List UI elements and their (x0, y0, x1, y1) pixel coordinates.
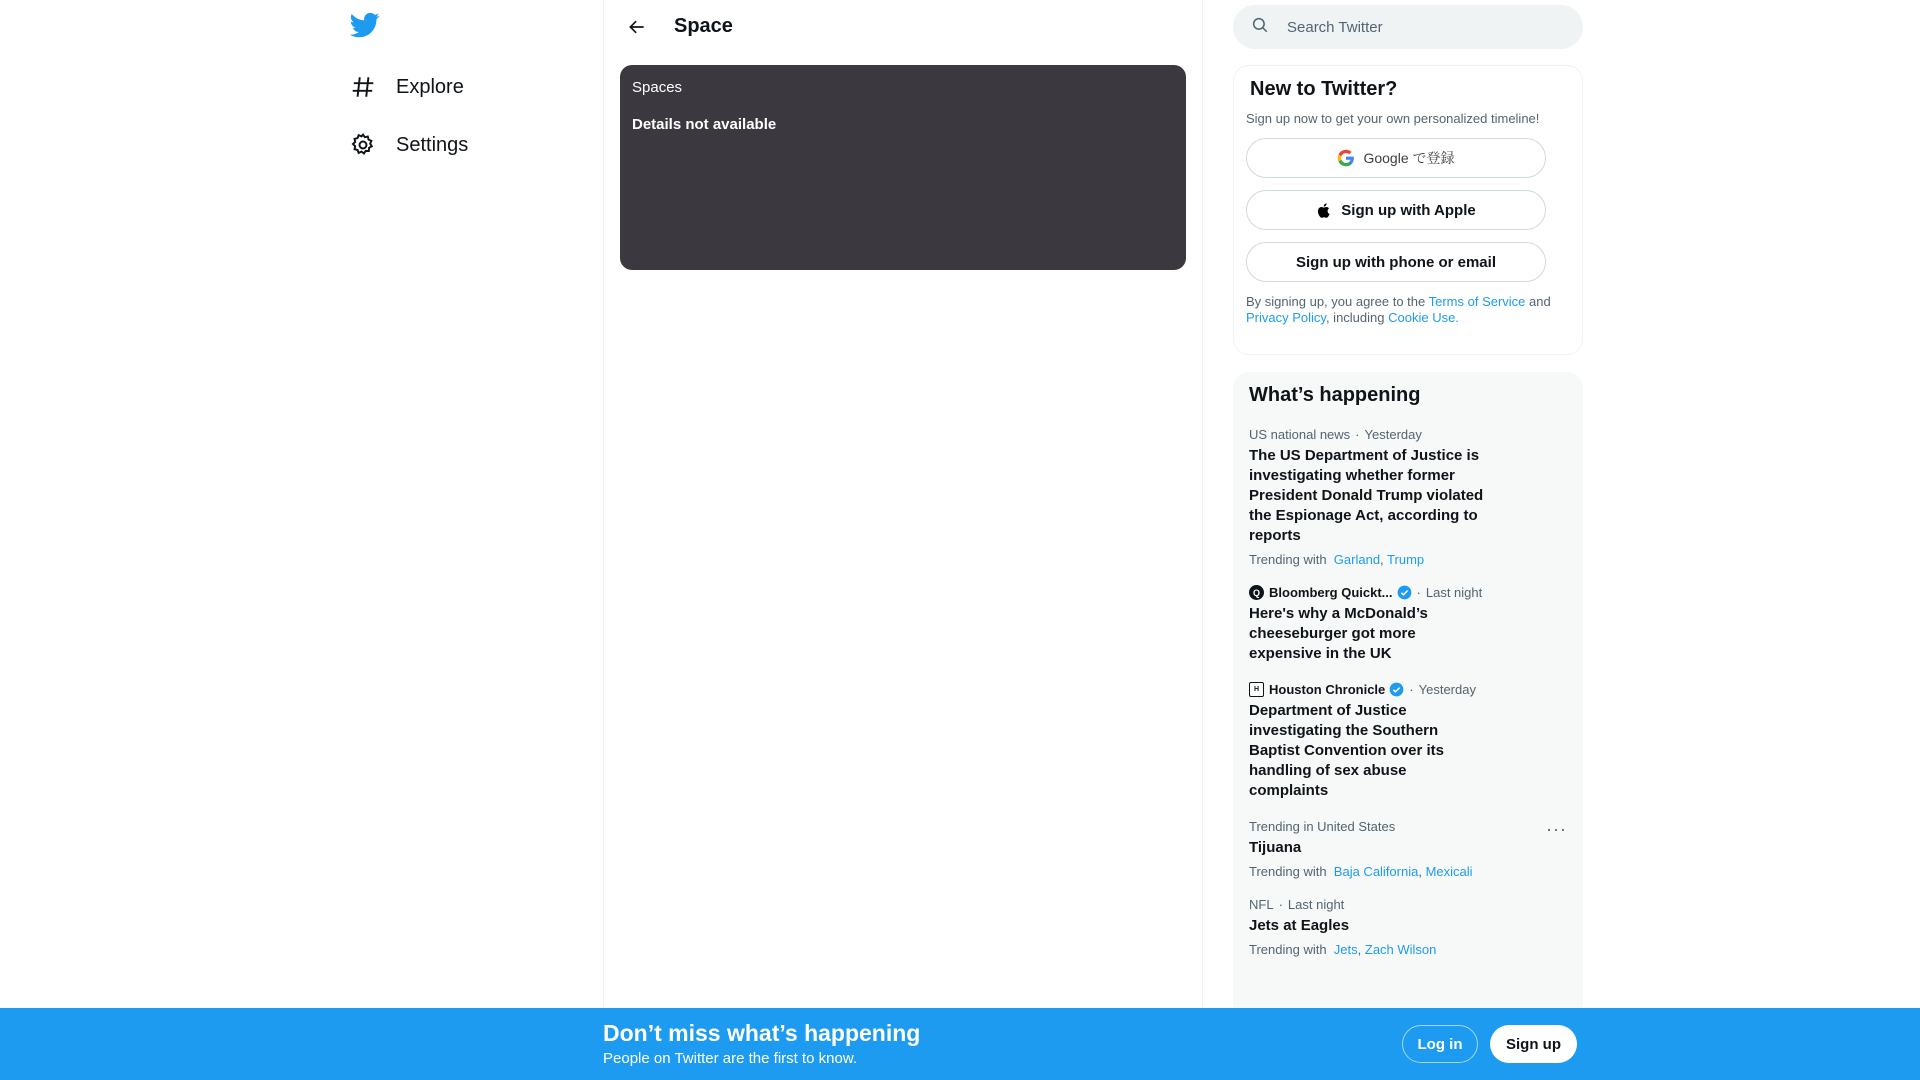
trend-meta (1249, 819, 1567, 834)
separator-dot: · (1409, 682, 1414, 697)
signup-title: New to Twitter? (1250, 78, 1398, 100)
back-arrow-icon[interactable] (620, 10, 654, 44)
trend-meta (1249, 897, 1567, 912)
trending-with-link[interactable]: Trump (1387, 552, 1425, 567)
trending-with: Trending with Baja California, Mexicali (1249, 864, 1473, 879)
bottom-bar-subtitle: People on Twitter are the first to know. (603, 1050, 858, 1067)
phone-email-signup-button[interactable] (1246, 242, 1546, 282)
verified-badge-icon (1389, 682, 1404, 697)
search-input[interactable] (1287, 19, 1547, 36)
nav-settings-label: Settings (396, 133, 469, 156)
trend-source: Bloomberg Quickt... (1269, 585, 1393, 600)
trend-category: US national news (1249, 427, 1351, 442)
trend-headline: The US Department of Justice is investigating whether former President Donald Trump violated the Espionage Act, according to reports (1249, 447, 1484, 544)
separator-dot: · (1355, 427, 1360, 442)
google-signup-label: Google で登録 (1363, 150, 1455, 166)
trending-with-label: Trending with (1249, 552, 1327, 567)
login-button[interactable]: Log in (1402, 1025, 1478, 1063)
trends-title: What’s happening (1249, 384, 1421, 406)
more-options-icon[interactable]: ··· (1546, 819, 1567, 839)
nav-explore[interactable] (350, 63, 464, 111)
signup-button[interactable]: Sign up (1490, 1025, 1577, 1063)
page-title: Space (674, 15, 733, 37)
trend-headline: Tijuana (1249, 839, 1302, 856)
trend-time: Last night (1287, 897, 1345, 912)
trending-with: Trending with Jets, Zach Wilson (1249, 942, 1437, 957)
trend-category: NFL (1249, 897, 1274, 912)
hashtag-icon (350, 74, 376, 100)
verified-badge-icon (1397, 585, 1412, 600)
trending-with-label: Trending with (1249, 864, 1327, 879)
bloomberg-logo-icon: Q (1249, 585, 1264, 600)
left-nav (340, 0, 600, 1010)
trending-with-link[interactable]: Zach Wilson (1364, 942, 1437, 957)
trend-item[interactable] (1249, 585, 1567, 664)
trending-with-link[interactable]: Garland (1333, 552, 1381, 567)
legal-text-1: By signing up, you agree to the (1246, 294, 1429, 309)
space-card-kicker: Spaces (632, 79, 683, 96)
search-icon (1251, 16, 1269, 39)
trend-headline: Here's why a McDonald’s cheeseburger got more expensive in the UK (1249, 605, 1428, 662)
trend-meta (1249, 682, 1567, 697)
legal-text-3: , including (1325, 310, 1389, 325)
trend-item[interactable] (1249, 819, 1567, 879)
houston-chronicle-logo-icon: H (1249, 682, 1264, 697)
signup-subtitle: Sign up now to get your own personalized timeline! (1246, 111, 1540, 126)
bottom-signup-bar (0, 1008, 1920, 1080)
phone-email-signup-label: Sign up with phone or email (1295, 253, 1496, 271)
signup-legal-text (1246, 294, 1570, 326)
trend-item[interactable] (1249, 897, 1567, 957)
legal-text-2: and (1525, 294, 1551, 309)
trend-item[interactable] (1249, 427, 1567, 567)
main-column (603, 0, 1203, 1010)
trends-panel (1233, 372, 1583, 1022)
trend-headline: Department of Justice investigating the Southern Baptist Convention over its handling of sex abuse complaints (1249, 702, 1445, 799)
nav-explore-label: Explore (396, 75, 464, 98)
trend-time: Yesterday (1364, 427, 1422, 442)
search-bar[interactable] (1233, 5, 1583, 49)
trend-meta (1249, 585, 1567, 600)
gear-icon (350, 132, 376, 158)
apple-icon (1316, 202, 1333, 219)
trending-with-link[interactable]: Jets (1333, 942, 1358, 957)
trend-headline: Jets at Eagles (1249, 917, 1350, 934)
space-card[interactable] (620, 65, 1186, 270)
space-card-detail: Details not available (632, 116, 777, 133)
trend-time: Yesterday (1418, 682, 1476, 697)
trending-with-link[interactable]: Baja California (1333, 864, 1419, 879)
terms-link[interactable]: Terms of Service (1428, 294, 1526, 309)
apple-signup-label: Sign up with Apple (1341, 201, 1476, 219)
cookie-link[interactable]: Cookie Use. (1388, 310, 1459, 325)
trend-meta (1249, 427, 1567, 442)
nav-settings[interactable] (350, 121, 468, 169)
trending-with: Trending with Garland, Trump (1249, 552, 1425, 567)
privacy-link[interactable]: Privacy Policy (1246, 310, 1326, 325)
trending-with-link[interactable]: Mexicali (1425, 864, 1473, 879)
apple-signup-button[interactable] (1246, 190, 1546, 230)
trend-time: Last night (1425, 585, 1483, 600)
separator-dot: · (1278, 897, 1283, 912)
trend-source: Houston Chronicle (1269, 682, 1386, 697)
trend-category: Trending in United States (1249, 819, 1396, 834)
trend-item[interactable] (1249, 682, 1567, 801)
signup-box (1233, 65, 1583, 355)
main-header (604, 0, 1202, 53)
twitter-logo-icon[interactable] (350, 10, 382, 42)
separator-dot: · (1416, 585, 1421, 600)
trending-with-label: Trending with (1249, 942, 1327, 957)
google-icon (1337, 149, 1355, 167)
bottom-bar-title: Don’t miss what’s happening (603, 1020, 921, 1046)
google-signup-button[interactable] (1246, 138, 1546, 178)
